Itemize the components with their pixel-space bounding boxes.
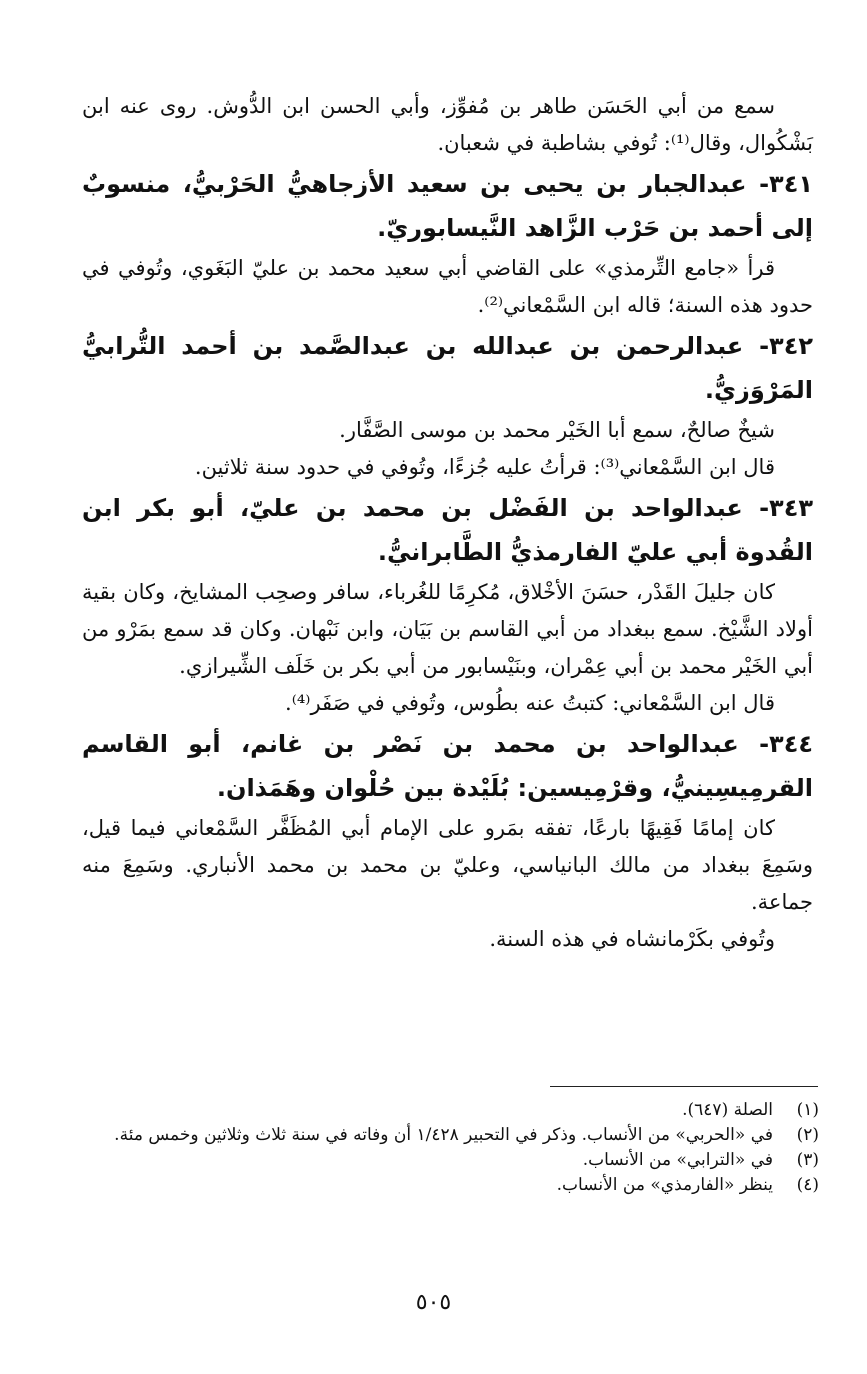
footnote-1 (80, 1098, 819, 1123)
footnotes (80, 1098, 819, 1198)
footnote-4 (80, 1173, 819, 1198)
footnote-text: في «الترابي» من الأنساب. (582, 1150, 773, 1170)
footnote-2 (80, 1123, 819, 1148)
entry-title-343: ٣٤٣- عبدالواحد بن الفَضْل بن محمد بن عليّ، أبو بكر ابن القُدوة أبي عليّ الفارمذيُّ الطَّابرانيُّ. (82, 494, 813, 566)
paragraph-342-a: شيخٌ صالحٌ، سمع أبا الخَيْر محمد بن موسى الصَّفَّار. (339, 418, 775, 442)
main-text (82, 88, 813, 958)
footnote-number: (١) (796, 1100, 819, 1120)
footnote-number: (٢) (796, 1125, 819, 1145)
entry-title-341: ٣٤١- عبدالجبار بن يحيى بن سعيد الأزجاهيُّ الحَرْبيُّ، منسوبٌ إلى أحمد بن حَرْب الزَّاهد النَّيسابوريّ. (82, 170, 813, 242)
footnote-text: في «الحربي» من الأنساب. وذكر في التحبير ١/٤٢٨ أن وفاته في سنة ثلاث وثلاثين وخمس مئة. (114, 1125, 773, 1145)
paragraph-343-a: كان جليلَ القَدْر، حسَنَ الأخْلاق، مُكرِمًا للغُرباء، سافر وصحِب المشايخ، وكان بقية أولاد الشَّيْخ. سمع ببغداد من أبي القاسم بن بَيَان، وابن نَبْهان. وكان قد سمع بمَرْو من أبي الخَيْر محمد بن أبي عِمْران، وبنَيْسابور من أبي بكر بن خَلَف الشِّيرازي. (82, 580, 813, 678)
paragraph-344-a: كان إمامًا فَقِيهًا بارعًا، تفقه بمَرو على الإمام أبي المُظَفَّر السَّمْعاني فيما قيل، وسَمِعَ ببغداد من مالك البانياسي، وعليّ بن محمد بن محمد الأنباري. وسَمِعَ منه جماعة. (82, 816, 813, 914)
entry-title-342: ٣٤٢- عبدالرحمن بن عبدالله بن عبدالصَّمد بن أحمد التُّرابيُّ المَرْوَزيُّ. (82, 332, 813, 404)
paragraph-341: قرأ «جامع التِّرمذي» على القاضي أبي سعيد محمد بن عليّ البَغَوي، وتُوفي في حدود هذه السنة؛ قاله ابن السَّمْعاني⁽²⁾. (82, 256, 813, 317)
footnote-number: (٣) (796, 1150, 819, 1170)
entry-title-344: ٣٤٤- عبدالواحد بن محمد بن نَصْر بن غانم، أبو القاسم القرمِيسِينيُّ، وقرْمِيسين: بُلَيْدة بين حُلْوان وهَمَذان. (82, 730, 813, 802)
paragraph-344-b: وتُوفي بكَرْمانشاه في هذه السنة. (489, 927, 775, 951)
footnote-text: الصلة (٦٤٧). (682, 1100, 773, 1120)
footnote-text: ينظر «الفارمذي» من الأنساب. (556, 1175, 773, 1195)
paragraph-343-b: قال ابن السَّمْعاني: كتبتُ عنه بطُوس، وتُوفي في صَفَر⁽⁴⁾. (285, 691, 775, 715)
footnote-number: (٤) (796, 1175, 819, 1195)
footnote-3 (80, 1148, 819, 1173)
paragraph-intro: سمع من أبي الحَسَن طاهر بن مُفوِّز، وأبي الحسن ابن الدُّوش. روى عنه ابن بَشْكُوال، وقال⁽¹⁾: تُوفي بشاطبة في شعبان. (82, 94, 813, 155)
page-number: ٥٠٥ (415, 1290, 452, 1315)
paragraph-342-b: قال ابن السَّمْعاني⁽³⁾: قرأتُ عليه جُزءًا، وتُوفي في حدود سنة ثلاثين. (194, 455, 775, 479)
footnote-divider (550, 1086, 818, 1087)
